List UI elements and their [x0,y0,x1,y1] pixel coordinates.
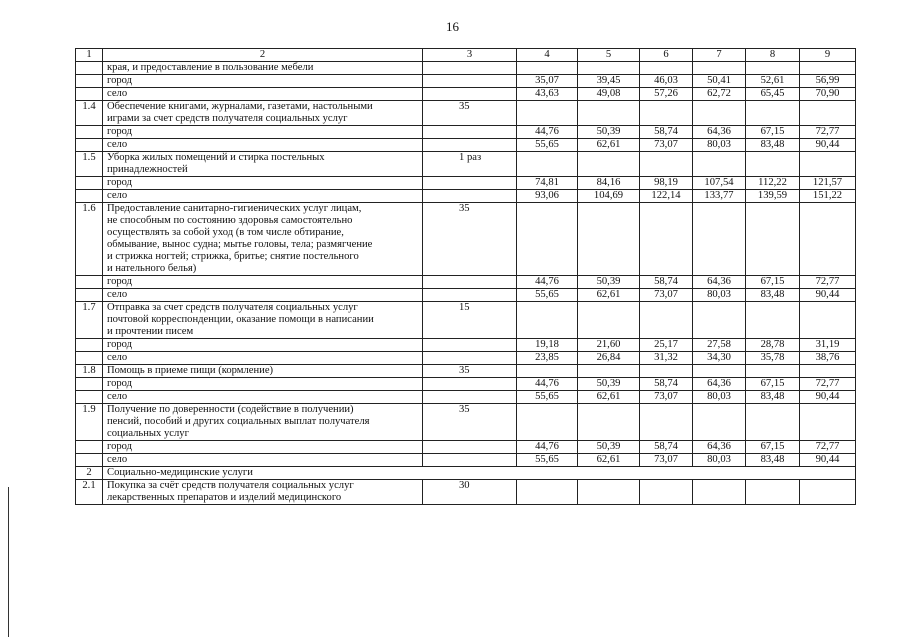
rate-cell: 44,76 [517,276,578,289]
table-row-rate [76,289,856,302]
service-name-line: осуществлять за собой уход (в том числе обтирание, [107,227,344,238]
rate-cell: 21,60 [578,339,640,352]
row-number-cell: 1.4 [76,101,103,126]
rate-cell: 122,14 [640,190,693,203]
rate-cell: 151,22 [800,190,856,203]
rate-cell [640,404,693,441]
locality-label-cell: село [103,190,423,203]
quantity-cell: 30 [423,480,517,505]
table-row-rate [76,441,856,454]
row-number-cell [76,88,103,101]
service-name-line: Отправка за счет средств получателя социальных услуг [107,302,358,313]
rate-cell: 73,07 [640,289,693,302]
rate-cell: 74,81 [517,177,578,190]
rate-cell [517,302,578,339]
service-name-line: играми за счет средств получателя социальных услуг [107,113,348,124]
service-name-line: принадлежностей [107,164,188,175]
rate-cell: 39,45 [578,75,640,88]
table-row-service [76,365,856,378]
rate-cell: 64,36 [693,441,746,454]
rate-cell: 67,15 [746,441,800,454]
rate-cell: 83,48 [746,139,800,152]
quantity-cell [423,378,517,391]
rate-cell [693,203,746,276]
rate-cell [800,62,856,75]
rate-cell: 57,26 [640,88,693,101]
rate-cell: 55,65 [517,391,578,404]
rate-cell [800,480,856,505]
table-row-rate [76,139,856,152]
service-name-line: и нательного белья) [107,263,197,274]
table-row-rate [76,75,856,88]
rate-cell: 50,39 [578,276,640,289]
rate-cell: 112,22 [746,177,800,190]
rate-cell: 70,90 [800,88,856,101]
service-name-line: Помощь в приеме пищи (кормление) [107,365,274,376]
service-name-cell [103,404,423,441]
quantity-cell [423,339,517,352]
rate-cell [746,302,800,339]
locality-label-cell: город [103,126,423,139]
page-number: 16 [446,19,459,34]
rate-cell: 80,03 [693,454,746,467]
service-name-cell [103,101,423,126]
rate-cell [640,365,693,378]
table-body [76,49,856,505]
rate-cell [578,480,640,505]
rate-cell: 62,72 [693,88,746,101]
row-number-cell [76,352,103,365]
header-cell: 2 [103,49,423,62]
rate-cell [640,101,693,126]
table-row-service [76,480,856,505]
service-name-line: Покупка за счёт средств получателя социальных услуг [107,480,354,491]
locality-label-cell: город [103,177,423,190]
rate-cell: 19,18 [517,339,578,352]
rate-cell: 38,76 [800,352,856,365]
rate-cell: 73,07 [640,391,693,404]
quantity-cell: 35 [423,203,517,276]
rate-cell [578,404,640,441]
row-number-cell [76,391,103,404]
rate-cell [517,62,578,75]
rate-cell [517,203,578,276]
table-row-service [76,203,856,276]
quantity-cell [423,177,517,190]
rate-cell: 62,61 [578,391,640,404]
row-number-cell [76,177,103,190]
service-name-line: Получение по доверенности (содействие в получении) [107,404,354,415]
rate-cell: 44,76 [517,378,578,391]
rate-cell: 31,19 [800,339,856,352]
rate-cell: 44,76 [517,126,578,139]
rate-cell: 31,32 [640,352,693,365]
rate-cell: 56,99 [800,75,856,88]
row-number-cell [76,75,103,88]
quantity-cell [423,352,517,365]
locality-label-cell: село [103,352,423,365]
locality-label-cell: город [103,276,423,289]
rate-cell: 107,54 [693,177,746,190]
table-row-rate [76,391,856,404]
rate-cell: 34,30 [693,352,746,365]
rate-cell [640,302,693,339]
table-row-rate [76,339,856,352]
locality-label-cell: село [103,391,423,404]
rate-cell: 83,48 [746,289,800,302]
quantity-cell [423,190,517,203]
table-row-rate [76,276,856,289]
rate-cell [517,152,578,177]
rate-cell: 121,57 [800,177,856,190]
row-number-cell [76,62,103,75]
margin-rule [8,487,9,637]
rate-cell: 62,61 [578,454,640,467]
table-row-rate [76,454,856,467]
rate-cell: 25,17 [640,339,693,352]
quantity-cell [423,289,517,302]
service-name-line: пенсий, пособий и других социальных выплат получателя [107,416,370,427]
service-name-cell [103,365,423,378]
rate-cell: 64,36 [693,276,746,289]
row-number-cell: 2.1 [76,480,103,505]
rate-cell [578,365,640,378]
service-name-cell [103,152,423,177]
table-row-rate [76,126,856,139]
rate-cell [517,404,578,441]
rate-cell [693,152,746,177]
section-title-cell: Социально-медицинские услуги [103,467,856,480]
row-number-cell: 1.7 [76,302,103,339]
service-name-line: социальных услуг [107,428,189,439]
rate-cell: 35,07 [517,75,578,88]
row-number-cell [76,441,103,454]
rate-cell: 58,74 [640,276,693,289]
rate-cell: 28,78 [746,339,800,352]
rate-cell: 72,77 [800,126,856,139]
locality-label-cell: город [103,441,423,454]
row-number-cell [76,126,103,139]
quantity-cell [423,391,517,404]
rate-cell: 62,61 [578,139,640,152]
service-name-line: Уборка жилых помещений и стирка постельных [107,152,325,163]
rate-cell [578,62,640,75]
header-cell: 6 [640,49,693,62]
rate-cell: 80,03 [693,391,746,404]
service-name-cell [103,480,423,505]
rate-cell [640,480,693,505]
quantity-cell: 1 раз [423,152,517,177]
row-number-cell: 1.6 [76,203,103,276]
service-name-line: лекарственных препаратов и изделий медицинского [107,492,342,503]
locality-label-cell: село [103,139,423,152]
table-row-service [76,302,856,339]
rate-cell [517,480,578,505]
rate-cell [746,203,800,276]
table-row-section [76,467,856,480]
quantity-cell: 35 [423,101,517,126]
quantity-cell [423,126,517,139]
tariff-table [75,48,856,505]
rate-cell [578,152,640,177]
rate-cell: 139,59 [746,190,800,203]
locality-label-cell: село [103,454,423,467]
header-cell: 8 [746,49,800,62]
rate-cell: 67,15 [746,276,800,289]
rate-cell: 104,69 [578,190,640,203]
rate-cell: 72,77 [800,378,856,391]
rate-cell: 43,63 [517,88,578,101]
rate-cell [693,365,746,378]
table-row-rate [76,352,856,365]
rate-cell: 90,44 [800,139,856,152]
service-name-cell [103,203,423,276]
rate-cell [746,101,800,126]
rate-cell: 73,07 [640,139,693,152]
table-row-service [76,152,856,177]
row-number-cell [76,454,103,467]
rate-cell [800,101,856,126]
rate-cell: 67,15 [746,378,800,391]
rate-cell [640,62,693,75]
rate-cell: 50,41 [693,75,746,88]
rate-cell: 27,58 [693,339,746,352]
header-cell: 3 [423,49,517,62]
rate-cell: 133,77 [693,190,746,203]
quantity-cell [423,88,517,101]
row-number-cell: 1.9 [76,404,103,441]
quantity-cell [423,62,517,75]
header-cell: 5 [578,49,640,62]
row-number-cell [76,289,103,302]
rate-cell: 50,39 [578,441,640,454]
rate-cell [746,480,800,505]
locality-label-cell: село [103,88,423,101]
rate-cell: 58,74 [640,378,693,391]
rate-cell [693,302,746,339]
rate-cell [800,365,856,378]
rate-cell: 90,44 [800,289,856,302]
rate-cell: 55,65 [517,289,578,302]
rate-cell [517,365,578,378]
rate-cell: 64,36 [693,126,746,139]
rate-cell [800,152,856,177]
rate-cell: 93,06 [517,190,578,203]
service-name-cell: края, и предоставление в пользование мебели [103,62,423,75]
rate-cell [517,101,578,126]
rate-cell [693,101,746,126]
rate-cell: 49,08 [578,88,640,101]
rate-cell: 80,03 [693,289,746,302]
rate-cell [693,404,746,441]
rate-cell: 55,65 [517,454,578,467]
table-row-service [76,101,856,126]
rate-cell [640,152,693,177]
section-number-cell: 2 [76,467,103,480]
service-name-line: обмывание, вынос судна; мытье головы, тела; размягчение [107,239,373,250]
rate-cell: 73,07 [640,454,693,467]
rate-cell: 35,78 [746,352,800,365]
quantity-cell [423,454,517,467]
rate-cell: 44,76 [517,441,578,454]
rate-cell [578,302,640,339]
locality-label-cell: город [103,75,423,88]
rate-cell: 84,16 [578,177,640,190]
rate-cell: 50,39 [578,126,640,139]
rate-cell [746,404,800,441]
quantity-cell: 15 [423,302,517,339]
header-cell: 9 [800,49,856,62]
rate-cell: 52,61 [746,75,800,88]
quantity-cell [423,441,517,454]
table-row-continuation [76,62,856,75]
header-cell: 1 [76,49,103,62]
rate-cell: 83,48 [746,391,800,404]
row-number-cell [76,190,103,203]
row-number-cell [76,276,103,289]
row-number-cell: 1.8 [76,365,103,378]
rate-cell [693,480,746,505]
rate-cell: 58,74 [640,441,693,454]
rate-cell: 80,03 [693,139,746,152]
table-row-service [76,404,856,441]
rate-cell: 72,77 [800,276,856,289]
rate-cell [800,203,856,276]
rate-cell [746,365,800,378]
service-name-cell [103,302,423,339]
service-name-line: не способным по состоянию здоровья самостоятельно [107,215,353,226]
service-name-line: Обеспечение книгами, журналами, газетами, настольными [107,101,373,112]
row-number-cell: 1.5 [76,152,103,177]
rate-cell [800,404,856,441]
service-name-line: Предоставление санитарно-гигиенических услуг лицам, [107,203,362,214]
quantity-cell [423,276,517,289]
table-header-row [76,49,856,62]
service-name-line: почтовой корреспонденции, оказание помощи в написании [107,314,374,325]
rate-cell: 67,15 [746,126,800,139]
rate-cell: 83,48 [746,454,800,467]
quantity-cell [423,75,517,88]
quantity-cell [423,139,517,152]
rate-cell: 65,45 [746,88,800,101]
rate-cell [746,152,800,177]
service-name-line: и прочтении писем [107,326,194,337]
row-number-cell [76,378,103,391]
rate-cell: 50,39 [578,378,640,391]
row-number-cell [76,339,103,352]
locality-label-cell: город [103,339,423,352]
rate-cell: 26,84 [578,352,640,365]
rate-cell [578,203,640,276]
rate-cell [693,62,746,75]
rate-cell: 46,03 [640,75,693,88]
rate-cell: 55,65 [517,139,578,152]
header-cell: 7 [693,49,746,62]
quantity-cell: 35 [423,404,517,441]
rate-cell: 90,44 [800,391,856,404]
table-row-rate [76,378,856,391]
rate-cell: 58,74 [640,126,693,139]
table-row-rate [76,190,856,203]
service-name-line: и стрижка ногтей; стрижка, бритье; снятие постельного [107,251,359,262]
rate-cell [640,203,693,276]
rate-cell: 90,44 [800,454,856,467]
rate-cell [800,302,856,339]
rate-cell [578,101,640,126]
locality-label-cell: город [103,378,423,391]
rate-cell: 72,77 [800,441,856,454]
rate-cell: 98,19 [640,177,693,190]
rate-cell: 23,85 [517,352,578,365]
rate-cell: 64,36 [693,378,746,391]
rate-cell: 62,61 [578,289,640,302]
locality-label-cell: село [103,289,423,302]
row-number-cell [76,139,103,152]
rate-cell [746,62,800,75]
header-cell: 4 [517,49,578,62]
table-row-rate [76,88,856,101]
table-row-rate [76,177,856,190]
quantity-cell: 35 [423,365,517,378]
